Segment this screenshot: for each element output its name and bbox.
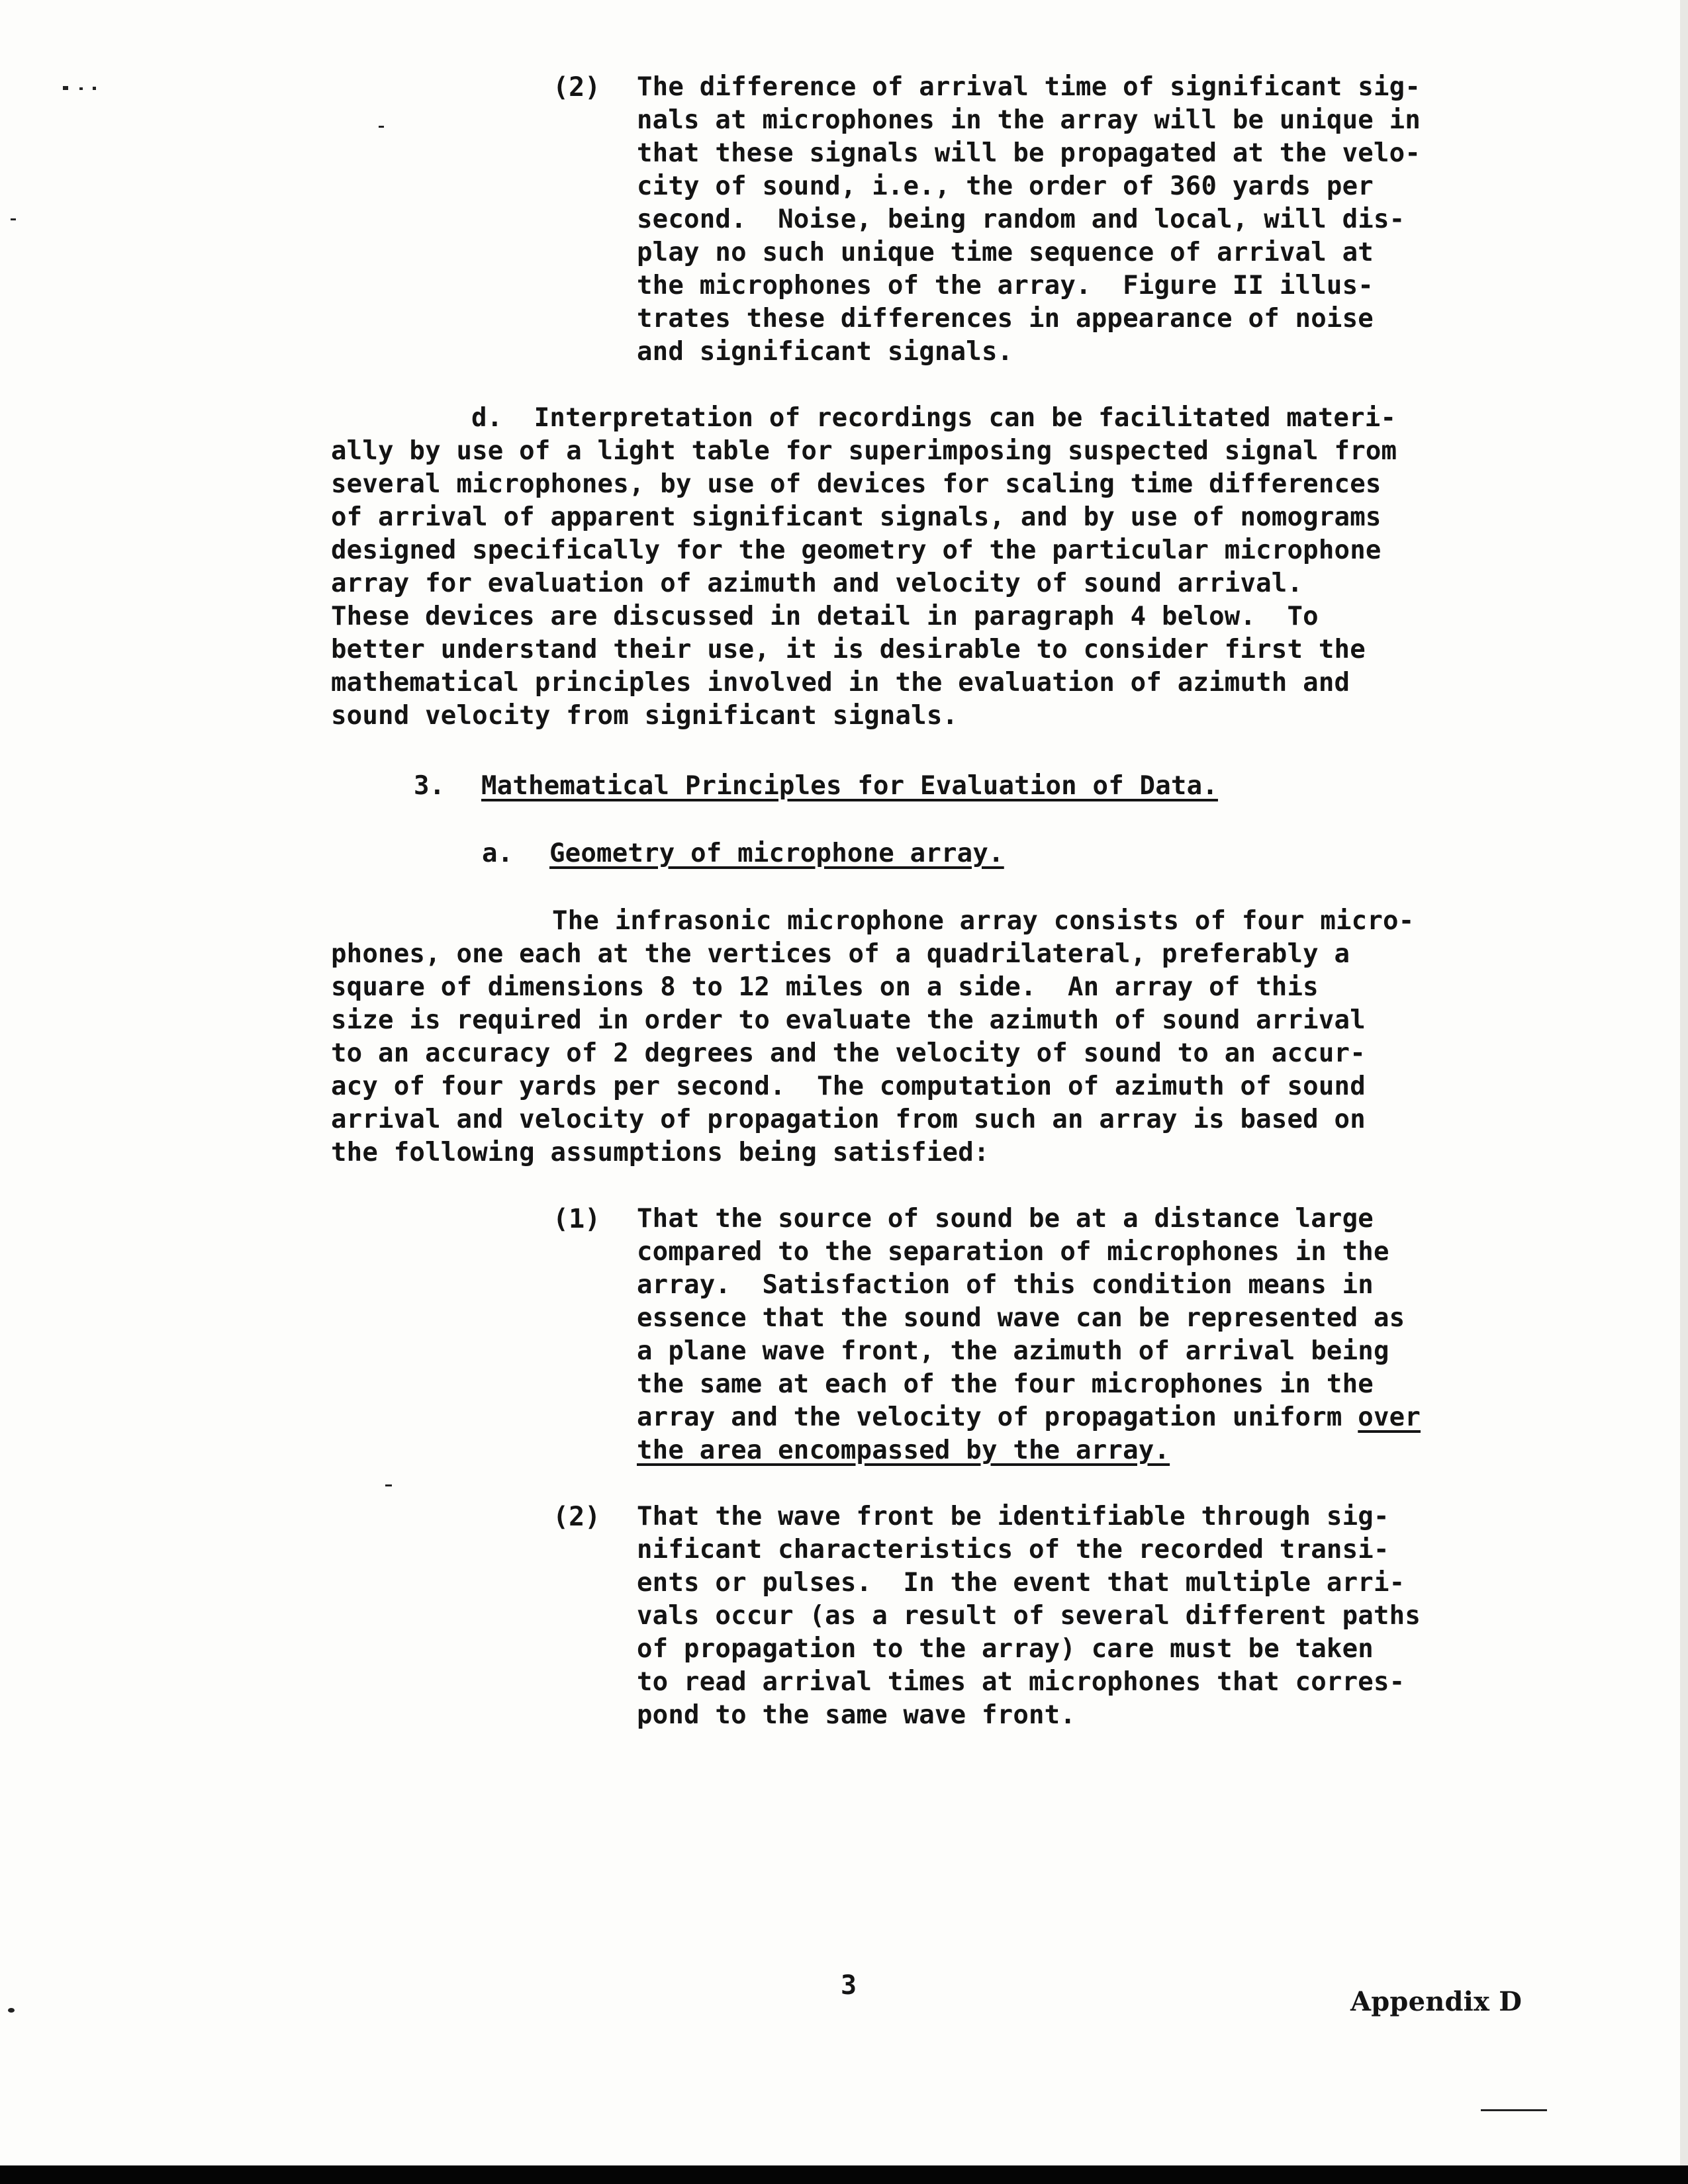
text-line: compared to the separation of microphones in the xyxy=(637,1237,1389,1267)
text-line: That the source of sound be at a distance large xyxy=(637,1204,1374,1234)
text-line: second. Noise, being random and local, will dis- xyxy=(637,205,1405,234)
text-line: several microphones, by use of devices for scaling time differences xyxy=(331,469,1382,499)
text-line: mathematical principles involved in the evaluation of azimuth and xyxy=(331,668,1350,698)
text-line: size is required in order to evaluate the azimuth of sound arrival xyxy=(331,1005,1366,1035)
text-line: nificant characteristics of the recorded transi- xyxy=(637,1535,1389,1565)
text-line: trates these differences in appearance of noise xyxy=(637,304,1374,334)
text-line: acy of four yards per second. The computation of azimuth of sound xyxy=(331,1071,1366,1101)
page-number: 3 xyxy=(841,1970,857,2001)
text-line: These devices are discussed in detail in paragraph 4 below. To xyxy=(331,602,1319,631)
text-line: to read arrival times at microphones that corres- xyxy=(637,1667,1405,1697)
text-line: vals occur (as a result of several different paths xyxy=(637,1601,1421,1631)
item-c2-label: (2) xyxy=(553,72,601,103)
scan-edge xyxy=(1680,0,1688,2184)
text-line: The infrasonic microphone array consists of four micro- xyxy=(552,906,1415,936)
text-segment: array and the velocity of propagation uniform xyxy=(637,1402,1358,1432)
text-line: array. Satisfaction of this condition means in xyxy=(637,1270,1374,1300)
text-line: of arrival of apparent significant signals, and by use of nomograms xyxy=(331,502,1382,532)
text-line: designed specifically for the geometry of the particular microphone xyxy=(331,535,1382,565)
scan-speck xyxy=(8,2008,15,2013)
text-line: The difference of arrival time of significant sig- xyxy=(637,72,1421,102)
text-line: d. Interpretation of recordings can be facilitated materi- xyxy=(471,403,1397,433)
scan-speck xyxy=(379,126,384,128)
text-line: array for evaluation of azimuth and velocity of sound arrival. xyxy=(331,569,1303,598)
scan-border-bottom xyxy=(0,2165,1688,2184)
scan-speck xyxy=(385,1484,392,1486)
appendix-label: Appendix D xyxy=(1350,1986,1523,2017)
text-line: and significant signals. xyxy=(637,337,1013,367)
section-3-number: 3. xyxy=(414,771,445,801)
underlined-line: the area encompassed by the array. xyxy=(637,1435,1170,1465)
text-line: of propagation to the array) care must be taken xyxy=(637,1634,1374,1664)
text-line xyxy=(637,1401,1421,1434)
text-line: phones, one each at the vertices of a quadrilateral, preferably a xyxy=(331,939,1350,969)
assumption-2-label: (2) xyxy=(553,1502,601,1532)
section-3a-title: Geometry of microphone array. xyxy=(549,839,1004,868)
scan-speck xyxy=(63,86,68,90)
text-line: the following assumptions being satisfied: xyxy=(331,1138,990,1167)
text-line: that these signals will be propagated at the velo- xyxy=(637,138,1421,168)
text-line: play no such unique time sequence of arrival at xyxy=(637,238,1374,267)
text-line: to an accuracy of 2 degrees and the velocity of sound to an accur- xyxy=(331,1038,1366,1068)
section-3-title: Mathematical Principles for Evaluation of Data. xyxy=(481,771,1218,801)
scan-speck xyxy=(93,87,96,90)
text-line: pond to the same wave front. xyxy=(637,1700,1076,1730)
text-line: the same at each of the four microphones in the xyxy=(637,1369,1374,1399)
text-line: That the wave front be identifiable through sig- xyxy=(637,1502,1389,1531)
scan-speck xyxy=(79,87,83,90)
section-3a-number: a. xyxy=(482,839,514,868)
footer-rule xyxy=(1481,2109,1547,2111)
text-line: a plane wave front, the azimuth of arrival being xyxy=(637,1336,1389,1366)
text-line: city of sound, i.e., the order of 360 yards per xyxy=(637,171,1374,201)
underlined-segment: over xyxy=(1358,1402,1421,1432)
text-line: ents or pulses. In the event that multiple arri- xyxy=(637,1568,1405,1598)
text-line: nals at microphones in the array will be unique in xyxy=(637,105,1421,135)
text-line: sound velocity from significant signals. xyxy=(331,701,959,731)
text-line: arrival and velocity of propagation from such an array is based on xyxy=(331,1105,1366,1134)
text-line: ally by use of a light table for superimposing suspected signal from xyxy=(331,436,1397,466)
text-line: better understand their use, it is desirable to consider first the xyxy=(331,635,1366,664)
text-line: square of dimensions 8 to 12 miles on a side. An array of this xyxy=(331,972,1319,1002)
scan-speck xyxy=(11,218,16,220)
text-line: essence that the sound wave can be represented as xyxy=(637,1303,1405,1333)
text-line: the microphones of the array. Figure II illus- xyxy=(637,271,1374,300)
assumption-1-label: (1) xyxy=(553,1204,601,1234)
